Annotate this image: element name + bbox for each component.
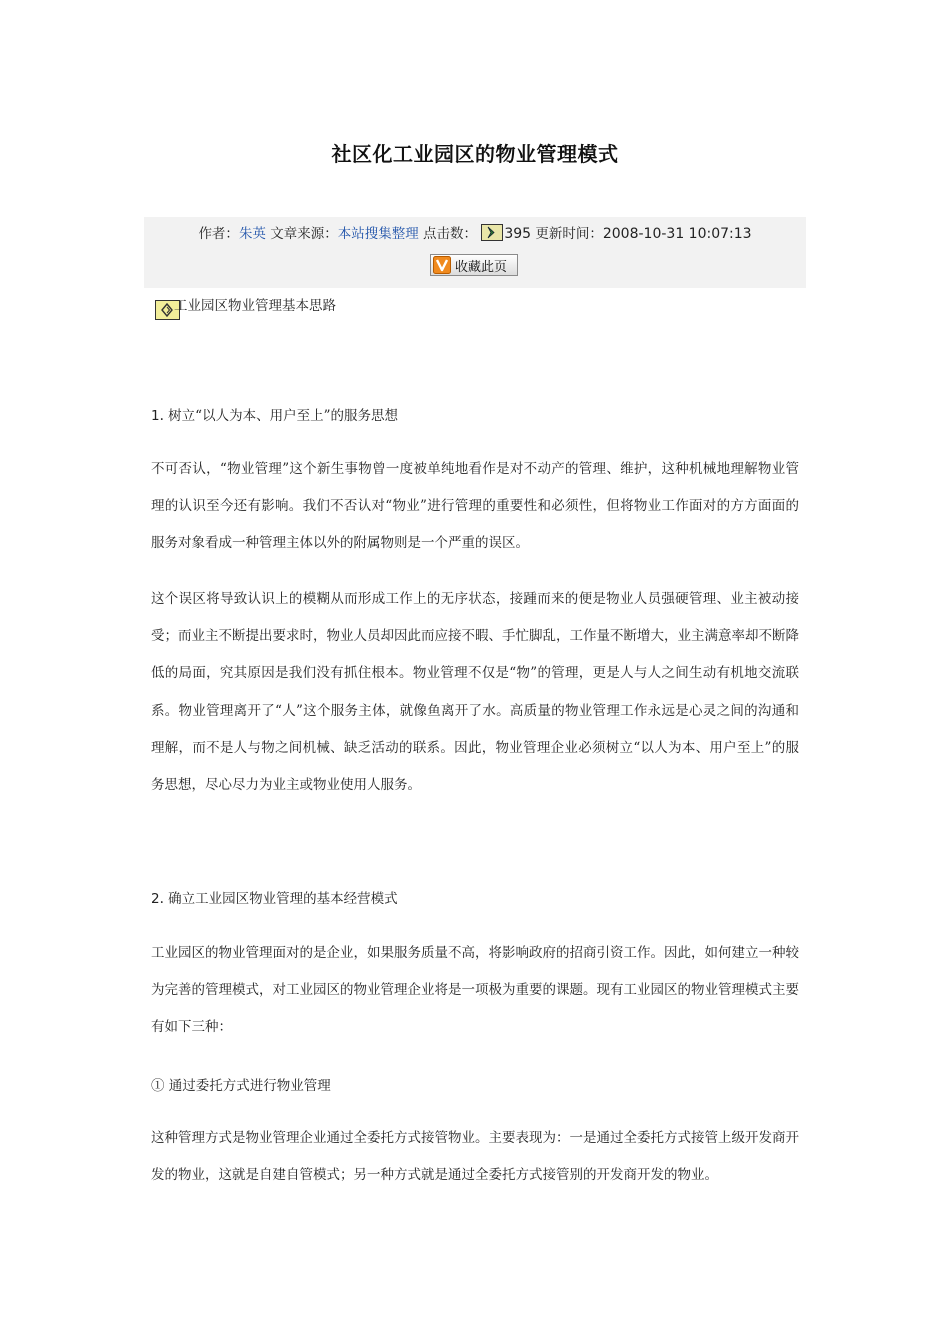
section-1-number: 1 [151, 408, 160, 424]
section-1-paragraph-2: 这个误区将导致认识上的模糊从而形成工作上的无序状态，接踵而来的便是物业人员强硬管理、业主被动接受；而业主不断提出要求时，物业人员却因此而应接不暇、手忙脚乱，工作量不断增大，业主满意率却不断降低的局面，究其原因是我们没有抓住根本。物业管理不仅是“物”的管理，更是人与人之间生动有机地交流联系。物业管理离开了“人”这个服务主体，就像鱼离开了水。高质量的物业管理工作永远是心灵之间的沟通和理解，而不是人与物之间机械、缺乏活动的联系。因此，物业管理企业必须树立“以人为本、用户至上”的服务思想，尽心尽力为业主或物业使用人服务。 [151, 591, 799, 794]
hit-count: 395 [504, 226, 532, 242]
section-1-paragraph-1: 不可否认，“物业管理”这个新生事物曾一度被单纯地看作是对不动产的管理、维护，这种机械地理解物业管理的认识至今还有影响。我们不否认对“物业”进行管理的重要性和必须性，但将物业工作面对的方方面面的服务对象看成一种管理主体以外的附属物则是一个严重的误区。 [151, 461, 799, 552]
section-2-number: 2 [151, 891, 160, 907]
article-meta-panel [144, 217, 806, 288]
section-2-heading [151, 887, 398, 907]
author-link[interactable]: 朱英 [238, 226, 266, 242]
article-title: 社区化工业园区的物业管理模式 [331, 142, 619, 166]
bookmark-page-button[interactable] [430, 254, 518, 276]
section-1-heading-text: . 树立“以人为本、用户至上”的服务思想 [159, 408, 398, 424]
favorite-v-icon [433, 256, 451, 274]
section-title-text: 工业园区物业管理基本思路 [174, 298, 336, 314]
hit-counter-icon [481, 224, 503, 241]
article-meta-line [144, 222, 806, 242]
author-label: 作者： [198, 226, 239, 242]
source-link[interactable]: 本站搜集整理 [337, 226, 419, 242]
updated-label: 更新时间： [535, 226, 603, 242]
section-2-item-1: ① 通过委托方式进行物业管理 [151, 1078, 331, 1094]
hits-label: 点击数： [423, 226, 478, 242]
bookmark-page-label: 收藏此页 [455, 259, 508, 275]
updated-time: 2008-10-31 10:07:13 [602, 226, 752, 242]
source-label: 文章来源： [270, 226, 338, 242]
section-1-heading [151, 404, 398, 424]
section-2-paragraph-2: 这种管理方式是物业管理企业通过全委托方式接管物业。主要表现为：一是通过全委托方式接管上级开发商开发的物业，这就是自建自管模式；另一种方式就是通过全委托方式接管别的开发商开发的物业。 [151, 1130, 799, 1184]
section-2-paragraph-1: 工业园区的物业管理面对的是企业，如果服务质量不高，将影响政府的招商引资工作。因此，如何建立一种较为完善的管理模式，对工业园区的物业管理企业将是一项极为重要的课题。现有工业园区的物业管理模式主要有如下三种： [151, 945, 799, 1036]
section-2-heading-text: . 确立工业园区物业管理的基本经营模式 [159, 891, 398, 907]
